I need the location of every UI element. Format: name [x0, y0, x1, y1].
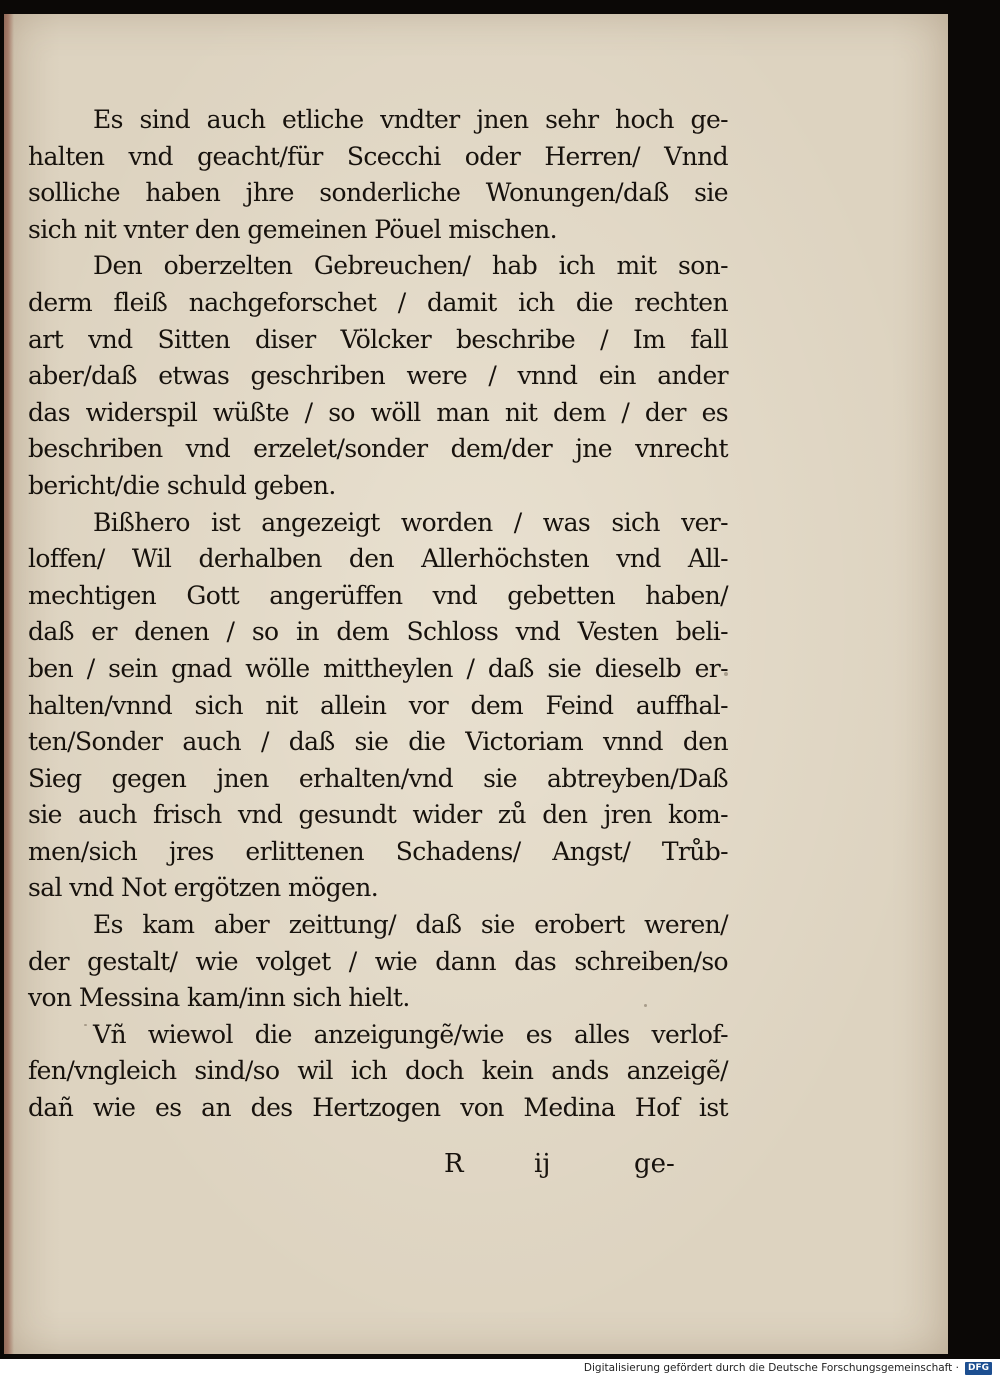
catchword: ge- — [634, 1149, 675, 1179]
text-line: derm fleiß nachgeforschet / damit ich die rechten — [28, 287, 728, 317]
text-block — [28, 102, 728, 1127]
text-line: Sieg gegen jnen erhalten/vnd sie abtreyben/Daß — [28, 763, 728, 793]
text-line: Den oberzelten Gebreuchen/ hab ich mit son- — [93, 251, 728, 281]
signature-letter: R — [444, 1149, 464, 1179]
text-line: dañ wie es an des Hertzogen von Medina Hof ist — [28, 1093, 728, 1123]
page-edge — [4, 14, 14, 1354]
book-page — [4, 14, 948, 1354]
text-line: mechtigen Gott angerüffen vnd gebetten haben/ — [28, 580, 728, 610]
text-line: von Messina kam/inn sich hielt. — [28, 983, 410, 1013]
text-line: der gestalt/ wie volget / wie dann das schreiben/so — [28, 946, 728, 976]
text-line: ten/Sonder auch / daß sie die Victoriam vnnd den — [28, 727, 728, 757]
text-line: Es sind auch etliche vndter jnen sehr hoch ge- — [93, 105, 728, 134]
text-line: Es kam aber zeittung/ daß sie erobert weren/ — [93, 910, 728, 940]
text-line: halten/vnnd sich nit allein vor dem Feind auffhal- — [28, 690, 728, 720]
text-line: fen/vngleich sind/so wil ich doch kein ands anzeigẽ/ — [28, 1056, 728, 1086]
signature-number: ij — [534, 1149, 551, 1179]
text-line: bericht/die schuld geben. — [28, 470, 336, 500]
text-line: Vñ wiewol die anzeigungẽ/wie es alles verlof- — [93, 1019, 728, 1049]
text-line: ben / sein gnad wölle mittheylen / daß sie dieselb er- — [28, 653, 728, 683]
text-line: loffen/ Wil derhalben den Allerhöchsten vnd All- — [28, 544, 728, 574]
text-line: aber/daß etwas geschriben were / vnnd ein ander — [28, 361, 728, 391]
text-line: Bißhero ist angezeigt worden / was sich ver- — [93, 507, 728, 537]
text-line: solliche haben jhre sonderliche Wonungen/daß sie — [28, 178, 728, 208]
text-line: sich nit vnter den gemeinen Pöuel mischen. — [28, 214, 557, 244]
text-line: daß er denen / so in dem Schloss vnd Vesten beli- — [28, 617, 728, 647]
text-line: das widerspil wüßte / so wöll man nit dem / der es — [28, 397, 728, 427]
text-line: sal vnd Not ergötzen mögen. — [28, 873, 379, 903]
footer — [584, 1360, 992, 1376]
text-line: art vnd Sitten diser Völcker beschribe / Im fall — [28, 324, 728, 354]
text-line: sie auch frisch vnd gesundt wider zů den jren kom- — [28, 800, 728, 830]
text-line: halten vnd geacht/für Scecchi oder Herren/ Vnnd — [28, 141, 728, 171]
signature-line — [444, 1149, 684, 1185]
text-line: beschriben vnd erzelet/sonder dem/der jne vnrecht — [28, 434, 728, 464]
funding-credit: Digitalisierung gefördert durch die Deutsche Forschungsgemeinschaft · — [583, 1362, 959, 1374]
dfg-logo: DFG — [965, 1362, 992, 1375]
text-line: men/sich jres erlittenen Schadens/ Angst/ Trůb- — [28, 836, 728, 866]
